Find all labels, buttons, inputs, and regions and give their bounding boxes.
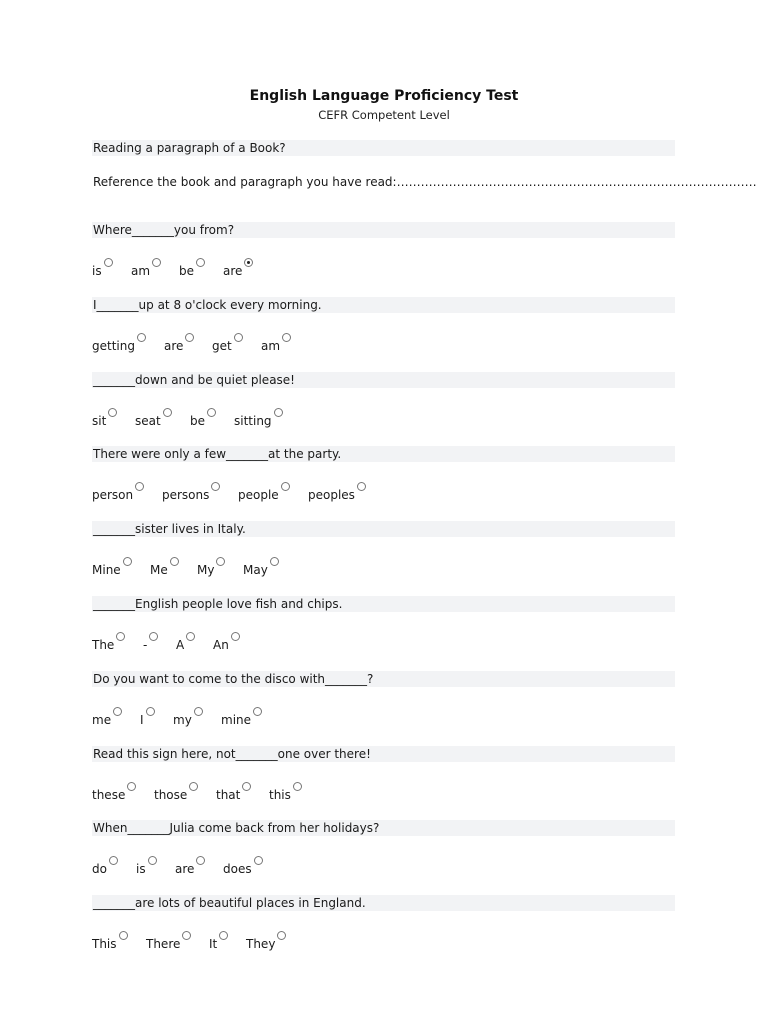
answer-options — [92, 482, 692, 504]
answer-option-label: My — [197, 563, 215, 577]
radio-button[interactable] — [119, 931, 128, 940]
radio-button[interactable] — [185, 333, 194, 342]
answer-option-label: are — [223, 264, 243, 278]
answer-option[interactable] — [150, 557, 183, 579]
answer-option[interactable] — [243, 557, 283, 579]
answer-option[interactable] — [92, 856, 122, 878]
answer-option-label: my — [173, 713, 192, 727]
answer-option[interactable] — [164, 333, 198, 355]
answer-option-label: An — [213, 638, 229, 652]
answer-option[interactable] — [179, 258, 209, 280]
radio-button[interactable] — [146, 707, 155, 716]
radio-button[interactable] — [357, 482, 366, 491]
answer-option-label: that — [216, 788, 241, 802]
radio-button[interactable] — [108, 408, 117, 417]
radio-button[interactable] — [186, 632, 195, 641]
answer-option-label: am — [131, 264, 151, 278]
answer-option-label: - — [143, 638, 148, 652]
answer-option-label: peoples — [308, 488, 355, 502]
page-subtitle: CEFR Competent Level — [318, 108, 450, 122]
question-prompt[interactable]: There were only a few_______at the party. — [92, 446, 675, 462]
answer-option[interactable] — [92, 707, 126, 729]
radio-button[interactable] — [189, 782, 198, 791]
answer-option[interactable] — [131, 258, 165, 280]
answer-option-label: They — [246, 937, 276, 951]
answer-option-label: persons — [162, 488, 210, 502]
answer-option[interactable] — [92, 931, 132, 953]
answer-option[interactable] — [238, 482, 294, 504]
radio-button[interactable] — [196, 258, 205, 267]
answer-option[interactable] — [92, 408, 121, 430]
radio-button[interactable] — [216, 557, 225, 566]
answer-option[interactable] — [190, 408, 220, 430]
answer-option-label: does — [223, 862, 252, 876]
radio-button[interactable] — [293, 782, 302, 791]
answer-option[interactable] — [175, 856, 209, 878]
answer-option-label: is — [92, 264, 102, 278]
radio-button[interactable] — [194, 707, 203, 716]
radio-button[interactable] — [207, 408, 216, 417]
answer-options — [92, 408, 692, 430]
radio-button[interactable] — [254, 856, 263, 865]
answer-options — [92, 856, 692, 878]
question-prompt[interactable]: _______are lots of beautiful places in England. — [92, 895, 675, 911]
radio-button[interactable] — [231, 632, 240, 641]
answer-option-label: people — [238, 488, 279, 502]
radio-button[interactable] — [234, 333, 243, 342]
answer-option-label: me — [92, 713, 112, 727]
answer-options — [92, 782, 692, 804]
answer-option-label: getting — [92, 339, 135, 353]
answer-option[interactable] — [146, 931, 195, 953]
answer-options — [92, 931, 692, 953]
answer-option[interactable] — [308, 482, 370, 504]
question-prompt[interactable]: Where_______you from? — [92, 222, 675, 238]
answer-option[interactable] — [176, 632, 199, 654]
answer-option-label: The — [92, 638, 115, 652]
question-prompt[interactable]: When_______Julia come back from her holidays? — [92, 820, 675, 836]
answer-option-label: this — [269, 788, 291, 802]
radio-button[interactable] — [270, 557, 279, 566]
answer-option[interactable] — [246, 931, 290, 953]
answer-option-label: be — [179, 264, 194, 278]
answer-option-label: am — [261, 339, 281, 353]
answer-option[interactable] — [216, 782, 255, 804]
answer-option[interactable] — [213, 632, 244, 654]
radio-button[interactable] — [219, 931, 228, 940]
radio-button[interactable] — [196, 856, 205, 865]
answer-option[interactable] — [136, 856, 161, 878]
answer-option-label: person — [92, 488, 134, 502]
answer-option[interactable] — [223, 856, 267, 878]
radio-button[interactable] — [109, 856, 118, 865]
answer-option-label: are — [164, 339, 184, 353]
radio-button[interactable] — [242, 782, 251, 791]
radio-button[interactable] — [277, 931, 286, 940]
answer-option[interactable] — [209, 931, 232, 953]
answer-options — [92, 707, 692, 729]
radio-button[interactable] — [274, 408, 283, 417]
answer-option-label: be — [190, 414, 205, 428]
radio-button[interactable] — [170, 557, 179, 566]
answer-option-label: It — [209, 937, 218, 951]
reference-line: Reference the book and paragraph you have read:……………………………………………………………………………… — [93, 175, 757, 189]
answer-option[interactable] — [92, 557, 136, 579]
radio-button[interactable] — [163, 408, 172, 417]
answer-options — [92, 557, 692, 579]
question-prompt[interactable]: _______English people love fish and chips. — [92, 596, 675, 612]
answer-option-label: I — [140, 713, 144, 727]
radio-button[interactable] — [253, 707, 262, 716]
answer-option-label: these — [92, 788, 126, 802]
answer-option[interactable] — [92, 333, 150, 355]
answer-option[interactable] — [223, 258, 257, 280]
radio-button[interactable] — [152, 258, 161, 267]
radio-button[interactable] — [104, 258, 113, 267]
answer-option-label: There — [146, 937, 181, 951]
answer-option[interactable] — [92, 258, 117, 280]
answer-option[interactable] — [212, 333, 247, 355]
radio-button[interactable] — [244, 258, 253, 267]
answer-option[interactable] — [261, 333, 295, 355]
answer-option[interactable] — [143, 632, 162, 654]
answer-option[interactable] — [173, 707, 207, 729]
radio-button[interactable] — [148, 856, 157, 865]
answer-option-label: are — [175, 862, 195, 876]
radio-button[interactable] — [281, 482, 290, 491]
radio-button[interactable] — [211, 482, 220, 491]
answer-option[interactable] — [92, 782, 140, 804]
answer-option-label: Mine — [92, 563, 121, 577]
question-prompt[interactable]: I_______up at 8 o'clock every morning. — [92, 297, 675, 313]
answer-option-label: sitting — [234, 414, 272, 428]
question-prompt[interactable]: Read this sign here, not_______one over there! — [92, 746, 675, 762]
answer-option-label: Me — [150, 563, 168, 577]
question-prompt[interactable]: _______down and be quiet please! — [92, 372, 675, 388]
radio-button[interactable] — [149, 632, 158, 641]
radio-button[interactable] — [182, 931, 191, 940]
answer-option[interactable] — [92, 482, 148, 504]
answer-option-label: those — [154, 788, 188, 802]
answer-option-label: is — [136, 862, 146, 876]
answer-option-label: seat — [135, 414, 161, 428]
question-prompt[interactable]: _______sister lives in Italy. — [92, 521, 675, 537]
answer-options — [92, 258, 692, 280]
radio-button[interactable] — [113, 707, 122, 716]
answer-option[interactable] — [221, 707, 266, 729]
radio-button[interactable] — [282, 333, 291, 342]
answer-option-label: sit — [92, 414, 107, 428]
answer-option-label: do — [92, 862, 107, 876]
radio-button[interactable] — [135, 482, 144, 491]
radio-button[interactable] — [116, 632, 125, 641]
reading-prompt-field[interactable]: Reading a paragraph of a Book? — [92, 140, 675, 156]
answer-option[interactable] — [135, 408, 176, 430]
answer-option-label: May — [243, 563, 268, 577]
answer-option-label: get — [212, 339, 232, 353]
answer-option[interactable] — [197, 557, 229, 579]
answer-option[interactable] — [234, 408, 287, 430]
radio-button[interactable] — [137, 333, 146, 342]
answer-option-label: This — [92, 937, 117, 951]
answer-option[interactable] — [92, 632, 129, 654]
question-prompt[interactable]: Do you want to come to the disco with_______? — [92, 671, 675, 687]
answer-option[interactable] — [154, 782, 202, 804]
radio-button[interactable] — [127, 782, 136, 791]
answer-option-label: mine — [221, 713, 252, 727]
answer-options — [92, 632, 692, 654]
page-title: English Language Proficiency Test — [249, 88, 519, 104]
answer-option[interactable] — [140, 707, 159, 729]
answer-option[interactable] — [269, 782, 306, 804]
answer-options — [92, 333, 692, 355]
answer-option[interactable] — [162, 482, 224, 504]
radio-button[interactable] — [123, 557, 132, 566]
answer-option-label: A — [176, 638, 185, 652]
